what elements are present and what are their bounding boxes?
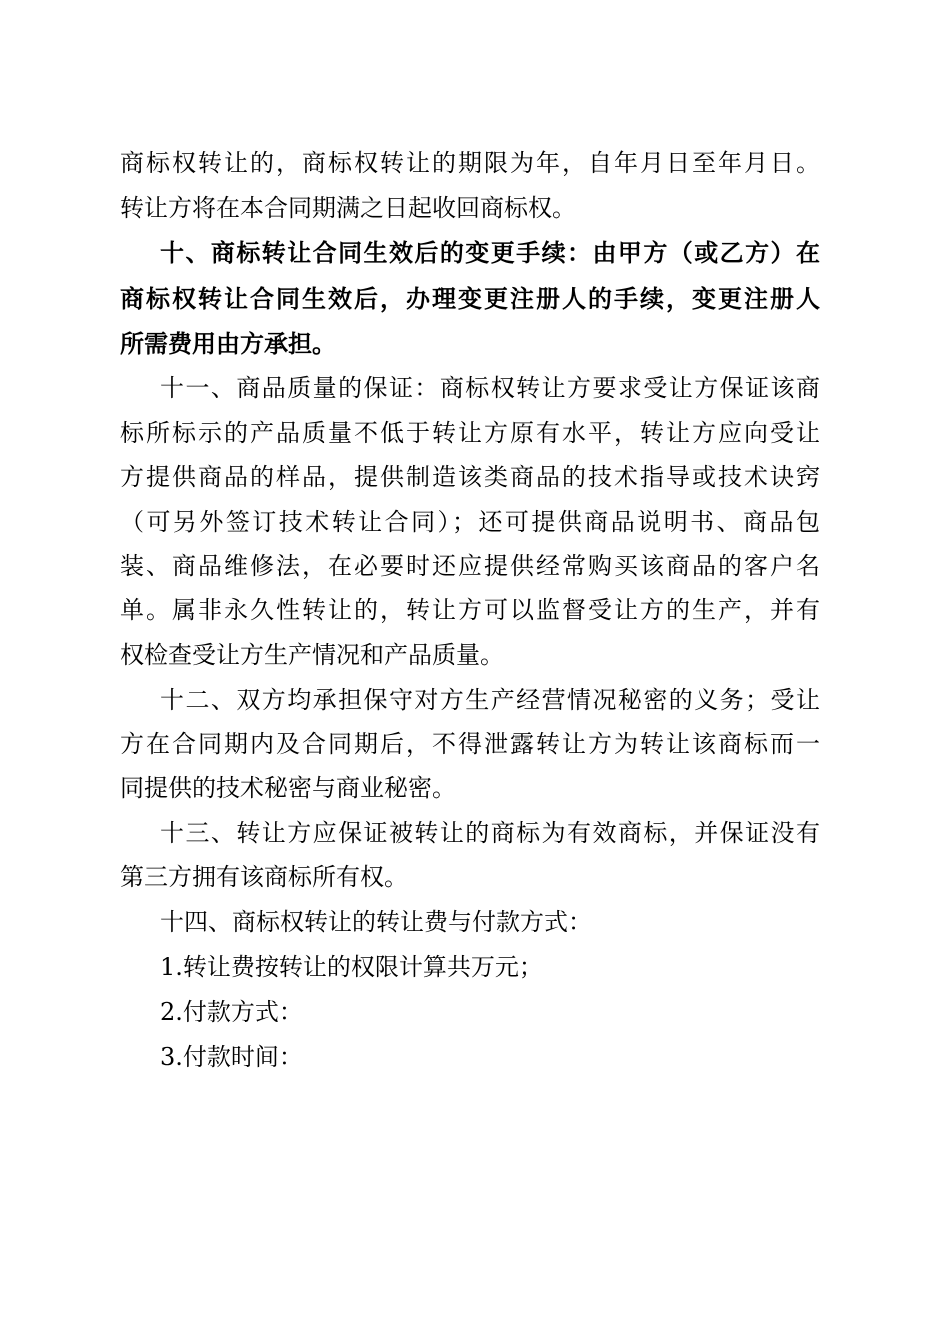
section-14-heading: 十四、商标权转让的转让费与付款方式： [160,908,592,936]
list-item: 1.转让费按转让的权限计算共万元； [160,953,543,981]
text-line: 商标权转让的，商标权转让的期限为年，自年月日至年月日。 [120,149,820,177]
text-line: 商标权转让合同生效后，办理变更注册人的手续，变更注册人 [120,285,820,313]
text-line: 权检查受让方生产情况和产品质量。 [120,641,504,669]
section-11-heading: 十一、商品质量的保证：商标权转让方要求受让方保证该商 [160,374,820,402]
section-12-heading: 十二、双方均承担保守对方生产经营情况秘密的义务；受让 [160,686,820,714]
list-item: 2.付款方式： [160,998,303,1026]
section-10-heading: 十、商标转让合同生效后的变更手续：由甲方（或乙方）在 [160,239,820,267]
text-line: 方提供商品的样品，提供制造该类商品的技术指导或技术诀窍 [120,463,820,491]
text-line: 单。属非永久性转让的，转让方可以监督受让方的生产，并有 [120,596,820,624]
text-line: 同提供的技术秘密与商业秘密。 [120,774,456,802]
text-line: 所需费用由方承担。 [120,330,336,358]
text-line: （可另外签订技术转让合同）；还可提供商品说明书、商品包 [120,508,820,536]
text-line: 第三方拥有该商标所有权。 [120,863,408,891]
section-13-heading: 十三、转让方应保证被转让的商标为有效商标，并保证没有 [160,819,820,847]
text-line: 装、商品维修法，在必要时还应提供经常购买该商品的客户名 [120,552,820,580]
text-line: 方在合同期内及合同期后，不得泄露转让方为转让该商标而一 [120,730,820,758]
text-line: 转让方将在本合同期满之日起收回商标权。 [120,194,576,222]
list-item: 3.付款时间： [160,1043,303,1071]
text-line: 标所标示的产品质量不低于转让方原有水平，转让方应向受让 [120,419,820,447]
